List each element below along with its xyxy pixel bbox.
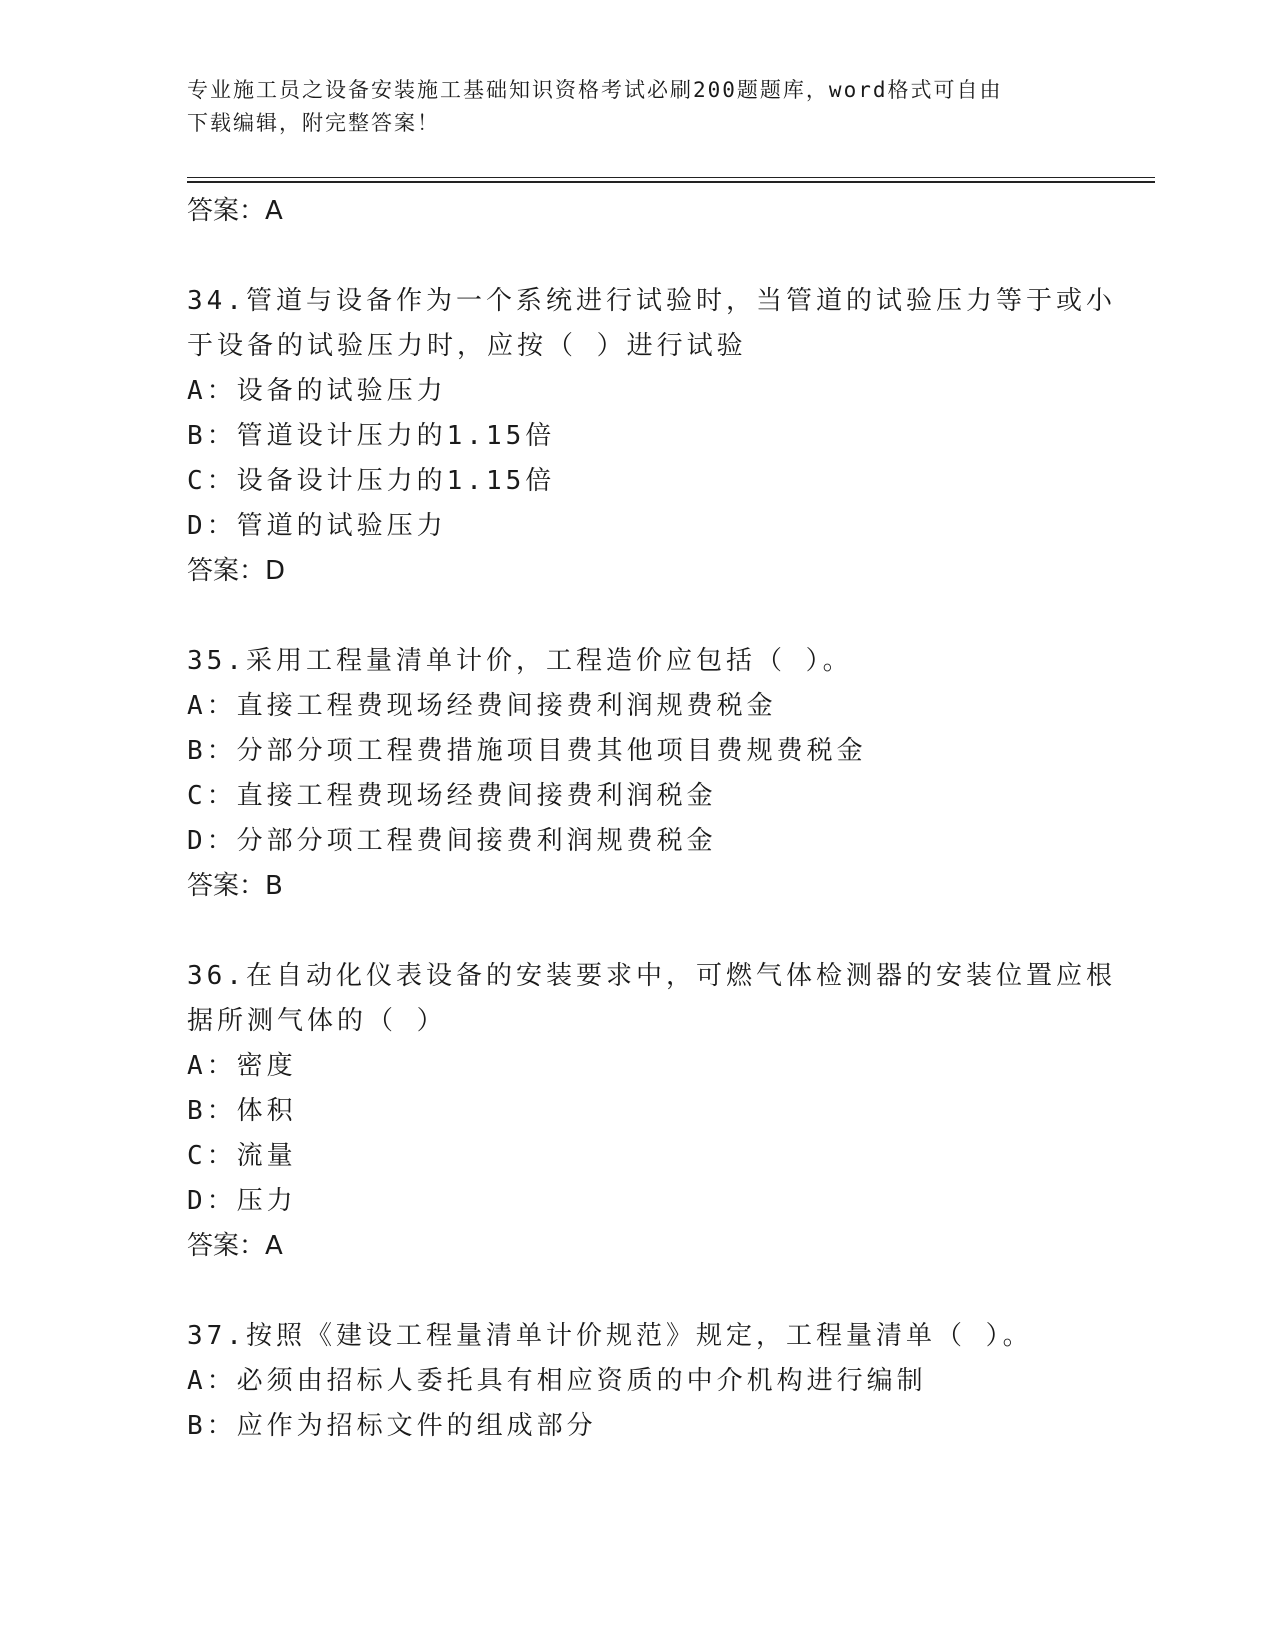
option-a: A：设备的试验压力 (187, 376, 447, 406)
option-a: A：密度 (187, 1051, 297, 1081)
option-b: B：管道设计压力的1.15倍 (187, 421, 556, 451)
question-stem-line: 34.管道与设备作为一个系统进行试验时，当管道的试验压力等于或小 (187, 286, 1116, 316)
option-b: B：应作为招标文件的组成部分 (187, 1411, 597, 1441)
option-c: C：设备设计压力的1.15倍 (187, 466, 556, 496)
question-stem-line: 据所测气体的（ ） (187, 1006, 447, 1036)
header-divider-thin (187, 177, 1155, 178)
question-34 (187, 279, 1116, 594)
option-c: C：直接工程费现场经费间接费利润税金 (187, 781, 717, 811)
header-line-1: 专业施工员之设备安装施工基础知识资格考试必刷200题题库，word格式可自由 (187, 78, 1003, 102)
answer-line: 答案：D (187, 556, 286, 586)
question-stem-line: 36.在自动化仪表设备的安装要求中，可燃气体检测器的安装位置应根 (187, 961, 1116, 991)
question-37 (187, 1314, 1087, 1449)
header-line-2: 下载编辑，附完整答案！ (187, 111, 440, 135)
answer-line: 答案：A (187, 1231, 283, 1261)
option-a: A：直接工程费现场经费间接费利润规费税金 (187, 691, 777, 721)
option-d: D：压力 (187, 1186, 297, 1216)
question-list (187, 189, 1116, 1449)
question-stem-line: 于设备的试验压力时，应按（ ）进行试验 (187, 331, 747, 361)
header-divider-thick (187, 181, 1155, 183)
spacer (187, 234, 1087, 279)
option-a: A：必须由招标人委托具有相应资质的中介机构进行编制 (187, 1366, 927, 1396)
option-d: D：分部分项工程费间接费利润规费税金 (187, 826, 717, 856)
option-c: C：流量 (187, 1141, 297, 1171)
spacer (187, 909, 1087, 954)
option-d: D：管道的试验压力 (187, 511, 447, 541)
option-b: B：分部分项工程费措施项目费其他项目费规费税金 (187, 736, 867, 766)
spacer (187, 594, 1087, 639)
previous-answer: 答案：A (187, 196, 283, 226)
spacer (187, 1269, 1087, 1314)
question-stem-line: 35.采用工程量清单计价，工程造价应包括（ ）。 (187, 646, 853, 676)
question-36 (187, 954, 1116, 1269)
option-b: B：体积 (187, 1096, 297, 1126)
document-header (187, 74, 1067, 140)
question-stem-line: 37.按照《建设工程量清单计价规范》规定，工程量清单（ ）。 (187, 1321, 1033, 1351)
answer-line: 答案：B (187, 871, 283, 901)
question-35 (187, 639, 1087, 909)
